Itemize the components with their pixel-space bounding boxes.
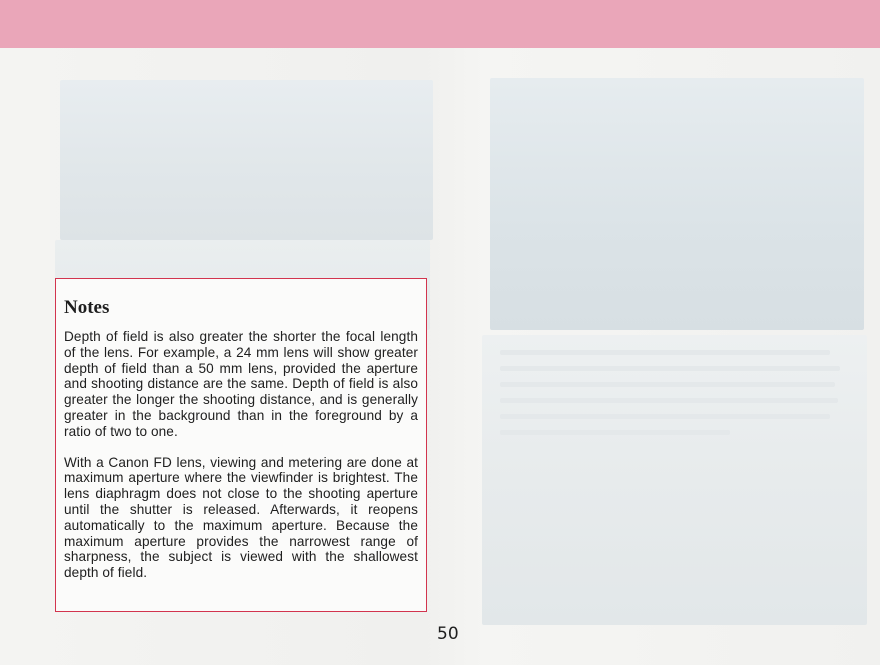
faded-photo-right — [490, 78, 864, 330]
top-color-band — [0, 0, 880, 48]
notes-paragraph-2: With a Canon FD lens, viewing and metering are done at maximum aperture where the viewfinder is brightest. The lens diaphragm does not close to the shooting aperture until the shutter is released. Afterwards, it reopens automatically to the maximum aperture. Because the maximum aperture provides the narrowest range of sharpness, the subject is viewed with the shallowest depth of field. — [64, 454, 418, 581]
show-through-line — [500, 366, 840, 371]
notes-paragraph-1: Depth of field is also greater the shorter the focal length of the lens. For example, a 24 mm lens will show greater depth of field than a 50 mm lens, provided the aperture and shooting distance are the same. Depth of field is also greater the longer the shooting distance, and is generally greater in the background than in the foreground by a ratio of two to one. — [64, 329, 418, 439]
faded-photo-left — [60, 80, 433, 240]
notes-title: Notes — [64, 297, 110, 318]
faded-text-area-right — [482, 335, 867, 625]
notes-box — [55, 278, 427, 612]
show-through-line — [500, 414, 830, 419]
show-through-line — [500, 398, 838, 403]
show-through-line — [500, 430, 730, 435]
page-number: 50 — [437, 624, 459, 644]
show-through-line — [500, 350, 830, 355]
show-through-line — [500, 382, 835, 387]
